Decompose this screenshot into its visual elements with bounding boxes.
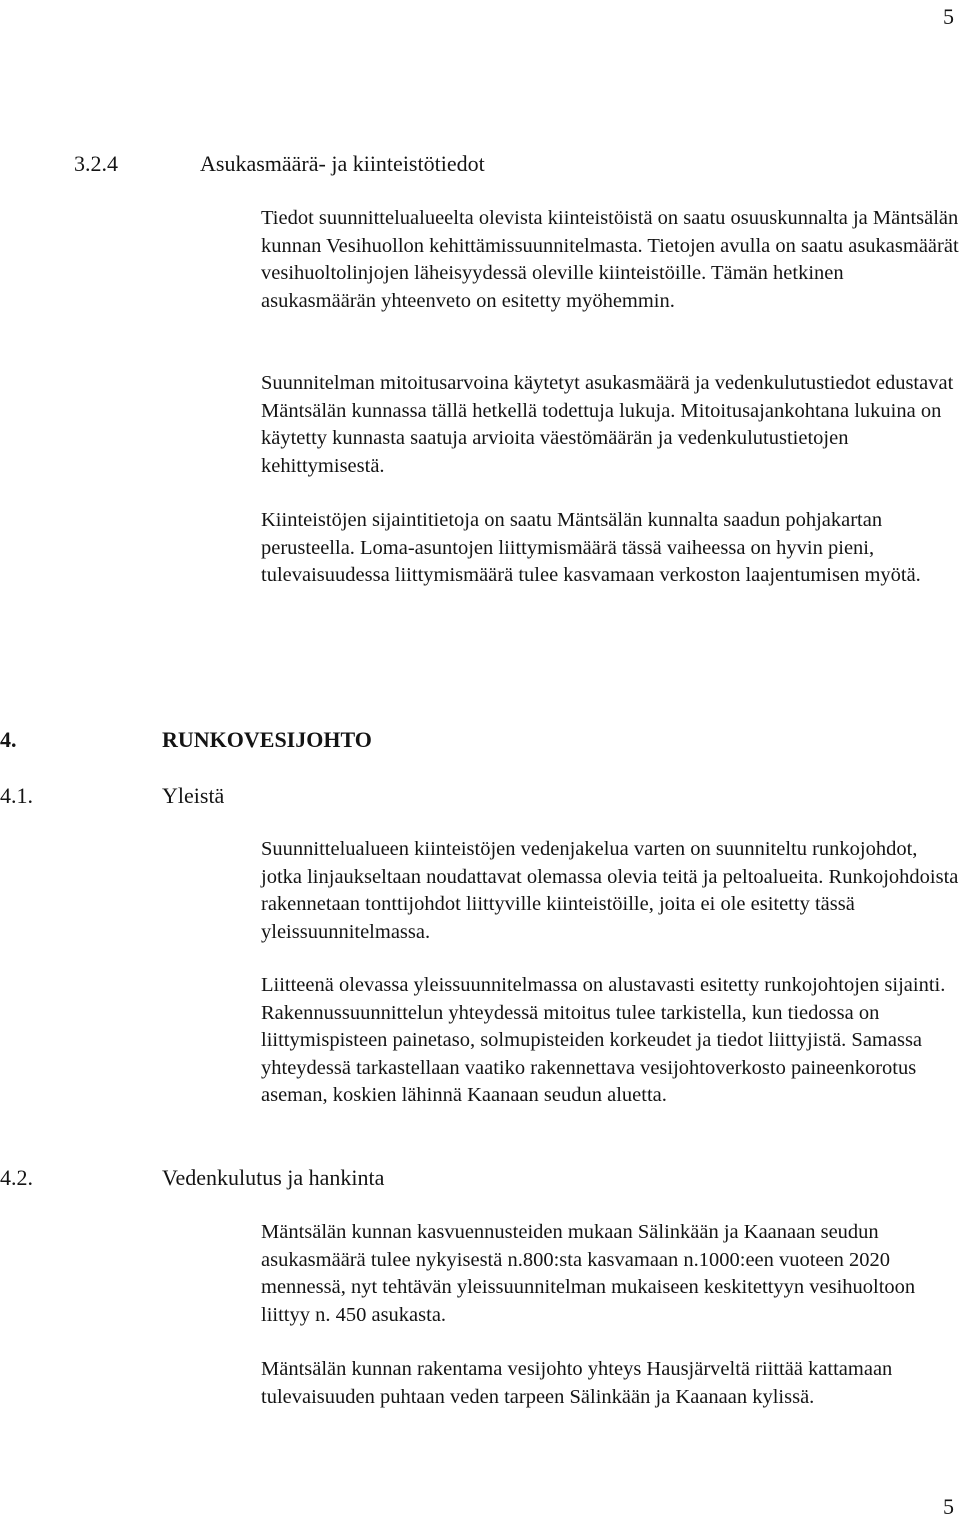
section-title: Yleistä — [162, 783, 225, 808]
chapter-title: RUNKOVESIJOHTO — [162, 727, 372, 752]
section-3-2-4-heading — [74, 150, 674, 178]
section-number: 3.2.4 — [74, 151, 118, 176]
paragraph-trunk-line-location: Liitteenä olevassa yleissuunnitelmassa on alustavasti esitetty runkojohtojen sijainti. Rakennussuunnittelun yhteydessä mitoitus tulee tarkistella, kun tiedossa on liittymispisteen painetaso, solmupisteiden korkeudet ja tiedot liittyjistä. Samassa yhteydessä tarkastellaan vaatiko rakennettava vesijohtoverkosto paineenkorotus aseman, koskien lähinnä Kaanaan seudun aluetta. — [261, 974, 946, 1107]
section-title: Asukasmäärä- ja kiinteistötiedot — [200, 151, 485, 176]
chapter-number: 4. — [0, 727, 17, 752]
paragraph-trunk-lines: Suunnittelualueen kiinteistöjen vedenjakelua varten on suunniteltu runkojohdot, jotka linjaukseltaan noudattavat olemassa olevia teitä ja peltoalueita. Runkojohdoista rakennetaan tonttijohdot liittyville kiinteistöille, joita ei ole esitetty tässä yleissuunnitelmassa. — [261, 838, 959, 943]
page-number-top: 5 — [943, 4, 954, 29]
paragraph-data-sources: Tiedot suunnittelualueelta olevista kiinteistöistä on saatu osuuskunnalta ja Mäntsälän kunnan Vesihuollon kehittämissuunnitelmasta. Tietojen avulla on saatu asukasmäärät vesihuoltolinjojen läheisyydessä oleville kiinteistöille. Tämän hetkinen asukasmäärän yhteenveto on esitetty myöhemmin. — [261, 207, 959, 312]
paragraph-water-supply: Mäntsälän kunnan rakentama vesijohto yhteys Hausjärveltä riittää kattamaan tulevaisuuden puhtaan veden tarpeen Sälinkään ja Kaanaan kylissä. — [261, 1358, 893, 1408]
paragraph-property-locations: Kiinteistöjen sijaintitietoja on saatu Mäntsälän kunnalta saadun pohjakartan perusteella. Loma-asuntojen liittymismäärä tässä vaiheessa on hyvin pieni, tulevaisuudessa liittymismäärä tulee kasvamaan verkoston laajentumisen myötä. — [261, 509, 921, 587]
paragraph-design-values: Suunnitelman mitoitusarvoina käytetyt asukasmäärä ja vedenkulutustiedot edustavat Mäntsälän kunnassa tällä hetkellä todettuja lukuja. Mitoitusajankohtana lukuina on käytetty kunnasta saatuja arvioita väestömäärän ja vedenkulutustietojen kehittymisestä. — [261, 372, 954, 477]
section-4-1-heading — [0, 782, 600, 810]
section-number: 4.1. — [0, 783, 33, 808]
section-4-2-heading — [0, 1164, 600, 1192]
chapter-4-heading — [0, 726, 600, 754]
page-number-bottom: 5 — [943, 1494, 954, 1519]
section-title: Vedenkulutus ja hankinta — [162, 1165, 385, 1190]
section-number: 4.2. — [0, 1165, 33, 1190]
paragraph-population-forecast: Mäntsälän kunnan kasvuennusteiden mukaan Sälinkään ja Kaanaan seudun asukasmäärä tulee nykyisestä n.800:sta kasvamaan n.1000:een vuoteen 2020 mennessä, nyt tehtävän yleissuunnitelman mukaiseen keskitettyyn vesihuoltoon liittyy n. 450 asukasta. — [261, 1221, 916, 1326]
